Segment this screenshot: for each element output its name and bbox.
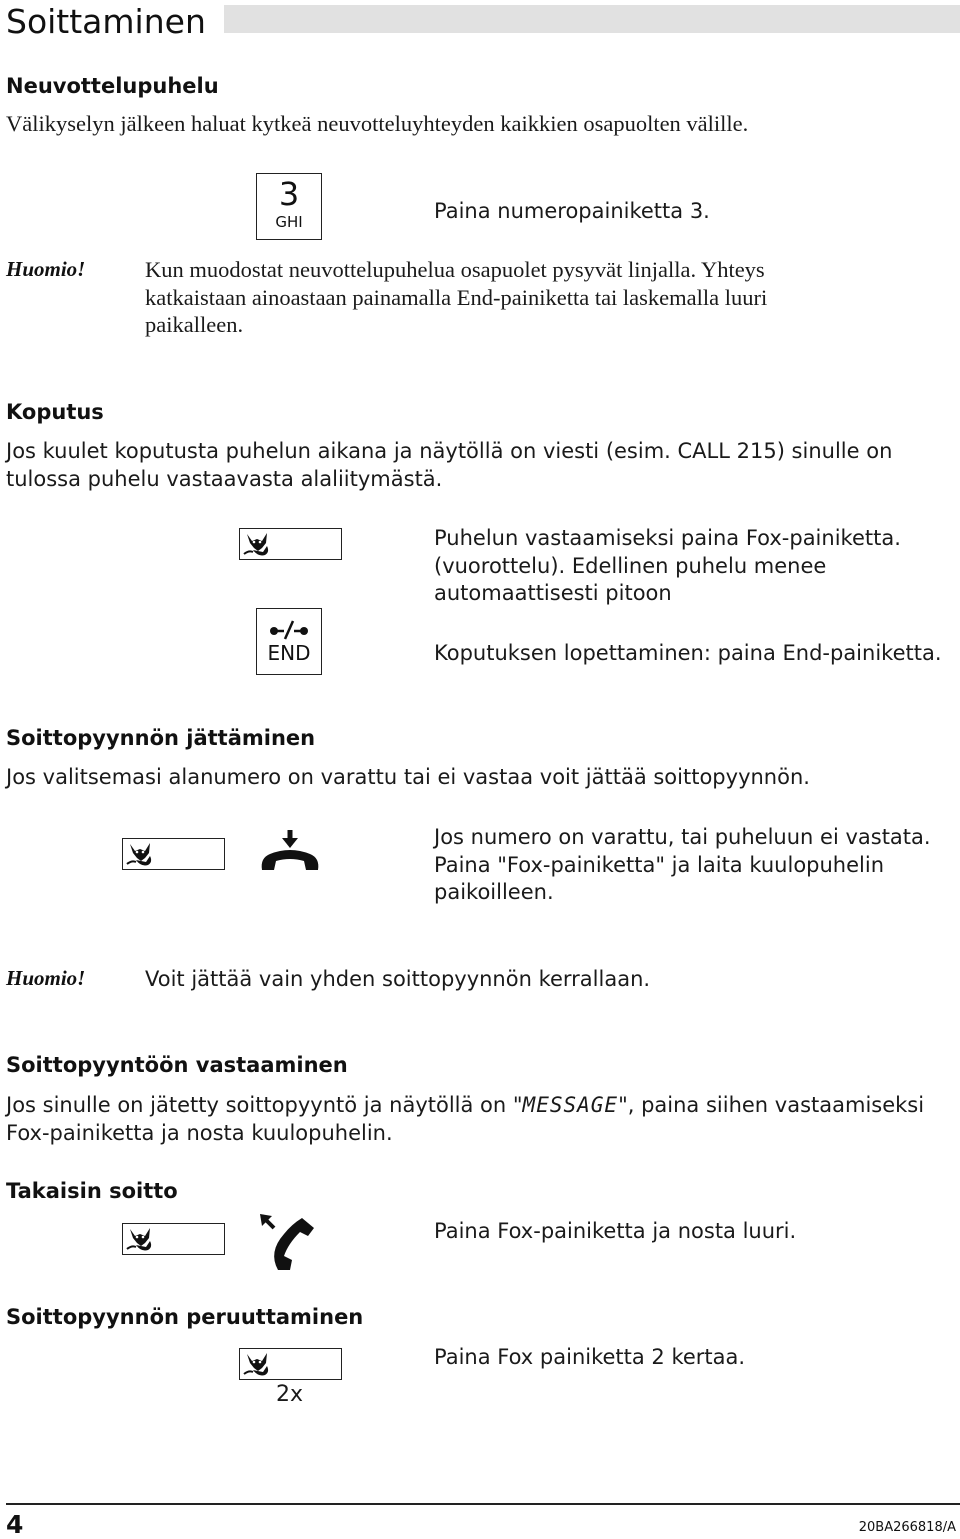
jattaminen-step	[434, 824, 931, 907]
fox-key[interactable]	[122, 1223, 225, 1255]
step-line: (vuorottelu). Edellinen puhelu menee	[434, 553, 827, 578]
neuvottelu-step: Paina numeropainiketta 3.	[434, 199, 710, 223]
step-line: Paina "Fox-painiketta" ja laita kuulopuhelin	[434, 852, 885, 877]
handset-down-icon	[258, 828, 322, 876]
koputus-step1	[434, 525, 901, 608]
fox-icon	[124, 840, 158, 868]
fox-icon	[241, 1350, 275, 1378]
section-heading-neuvottelupuhelu: Neuvottelupuhelu	[6, 74, 219, 98]
note-line: Kun muodostat neuvottelupuhelua osapuolet pysyvät linjalla. Yhteys	[145, 257, 765, 282]
intro-line: Jos kuulet koputusta puhelun aikana ja näytöllä on viesti (esim. CALL 215) sinulle on	[6, 439, 893, 463]
step-line: Puhelun vastaamiseksi paina Fox-painiketta.	[434, 526, 901, 550]
page-title: Soittaminen	[6, 2, 206, 41]
fox-key[interactable]	[122, 838, 225, 870]
vastaaminen-text	[6, 1092, 924, 1147]
note-line: katkaistaan ainoastaan painamalla End-painiketta tai laskemalla luuri	[145, 284, 768, 310]
press-count: 2x	[276, 1382, 304, 1407]
section-heading-takaisin: Takaisin soitto	[6, 1179, 178, 1203]
jattaminen-note: Voit jättää vain yhden soittopyynnön kerrallaan.	[145, 967, 651, 991]
end-call-icon	[266, 617, 312, 641]
fox-key[interactable]	[239, 528, 342, 560]
note-line: paikalleen.	[145, 312, 244, 337]
end-label: END	[267, 641, 311, 665]
end-key[interactable]	[256, 608, 322, 675]
title-bar	[224, 5, 960, 33]
neuvottelu-note	[145, 256, 767, 339]
section-heading-koputus: Koputus	[6, 400, 104, 424]
document-code: 20BA266818/A	[858, 1520, 956, 1535]
section-heading-vastaaminen: Soittopyyntöön vastaaminen	[6, 1053, 348, 1077]
note-label: Huomio!	[6, 257, 86, 281]
step-line: paikoilleen.	[434, 880, 554, 904]
neuvottelu-intro: Välikyselyn jälkeen haluat kytkeä neuvotteluyhteyden kaikkien osapuolten välille.	[6, 111, 749, 136]
step-line: automaattisesti pitoon	[434, 581, 672, 605]
display-message: MESSAGE	[522, 1093, 619, 1117]
fox-key[interactable]	[239, 1348, 342, 1380]
text-line: Fox-painiketta ja nosta kuulopuhelin.	[6, 1120, 393, 1145]
page-number: 4	[6, 1510, 24, 1539]
key-letters: GHI	[275, 213, 303, 231]
handset-lift-icon	[258, 1212, 318, 1274]
section-heading-peruuttaminen: Soittopyynnön peruuttaminen	[6, 1305, 364, 1329]
note-label: Huomio!	[6, 966, 86, 990]
intro-line: tulossa puhelu vastaavasta alaliitymästä.	[6, 466, 443, 491]
koputus-step2: Koputuksen lopettaminen: paina End-painiketta.	[434, 641, 942, 665]
step-line: Jos numero on varattu, tai puheluun ei vastata.	[434, 825, 931, 849]
key-digit: 3	[278, 175, 300, 213]
footer-divider	[6, 1503, 960, 1505]
section-heading-jattaminen: Soittopyynnön jättäminen	[6, 726, 316, 750]
peruuttaminen-step: Paina Fox painiketta 2 kertaa.	[434, 1345, 746, 1369]
key-3-ghi[interactable]	[256, 173, 322, 240]
text-line	[6, 1092, 924, 1120]
koputus-intro	[6, 438, 892, 493]
fox-icon	[124, 1225, 158, 1253]
takaisin-step: Paina Fox-painiketta ja nosta luuri.	[434, 1219, 797, 1243]
text-after: ", paina siihen vastaamiseksi	[618, 1093, 925, 1117]
jattaminen-intro: Jos valitsemasi alanumero on varattu tai ei vastaa voit jättää soittopyynnön.	[6, 765, 810, 789]
text-before: Jos sinulle on jätetty soittopyyntö ja näytöllä on "	[6, 1093, 523, 1117]
fox-icon	[241, 530, 275, 558]
